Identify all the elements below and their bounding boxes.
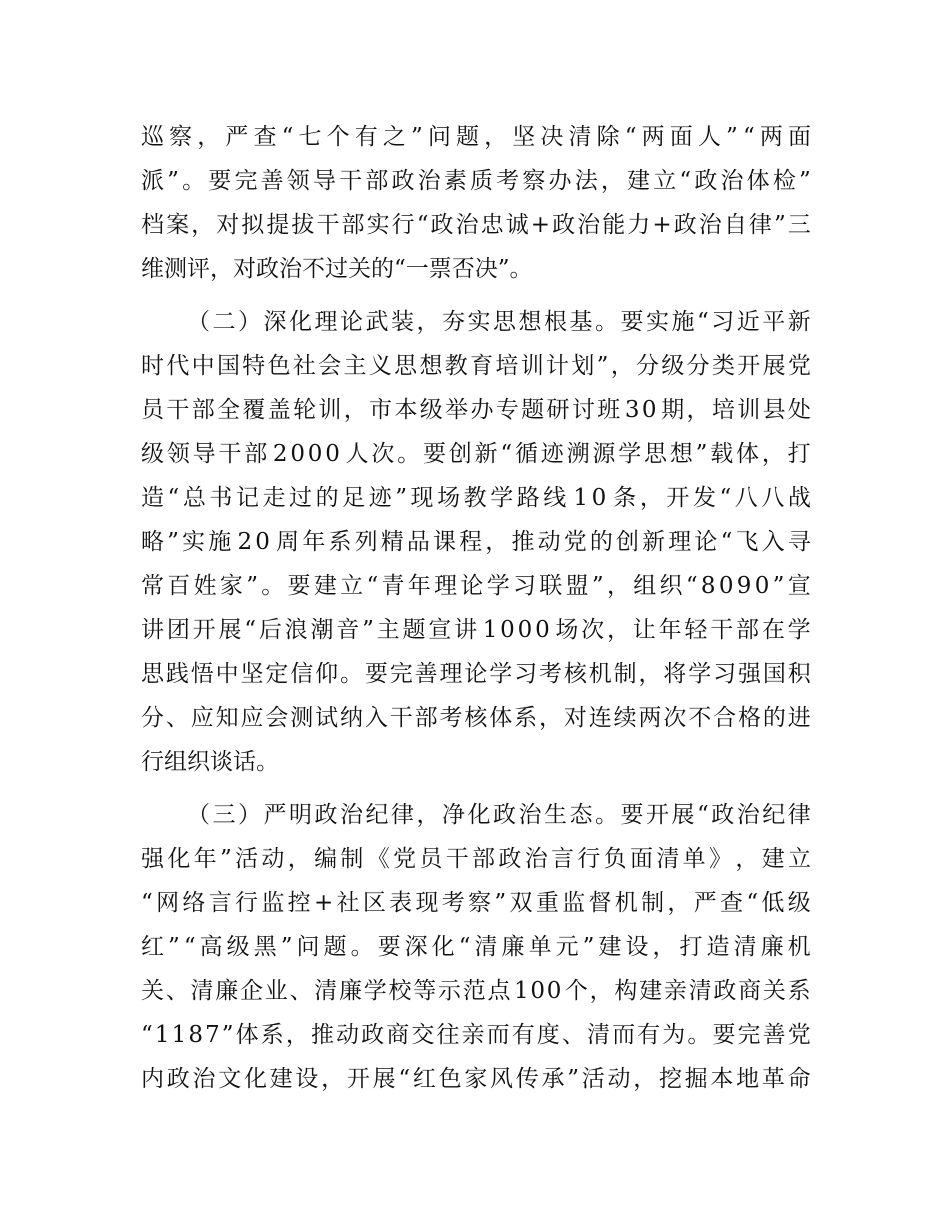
text-line: 思 践 悟 中 坚 定 信 仰 。 要 完 善 理 论 学 习 考 核 机 制 ， 将 学 习 强 国 积 [141,661,811,687]
text-line: 红 ” “ 高 级 黑 ” 问 题 。 要 深 化 “ 清 廉 单 元 ” 建 设 ， 打 造 清 廉 机 [141,934,811,960]
text-line: 派 ” 。 要 完 善 领 导 干 部 政 治 素 质 考 察 办 法 ， 建 立 “ 政 治 体 检 ” [141,168,811,194]
text-line: 关 、 清 廉 企 业 、 清 廉 学 校 等 示 范 点 1 0 0 个 ， 构 建 亲 清 政 商 关 系 [141,978,811,1004]
text-line: 档 案 ， 对 拟 提 拔 干 部 实 行 “ 政 治 忠 诚 + 政 治 能 力 + 政 治 自 律 ” 三 [141,212,811,238]
text-line: 分 、 应 知 应 会 测 试 纳 入 干 部 考 核 体 系 ， 对 连 续 两 次 不 合 格 的 进 [141,705,811,731]
text-line: 讲 团 开 展 “ 后 浪 潮 音 ” 主 题 宣 讲 1 0 0 0 场 次 ， 让 年 轻 干 部 在 学 [141,617,811,643]
text-line: 强 化 年 ” 活 动 ， 编 制 《 党 员 干 部 政 治 言 行 负 面 清 单 》 ， 建 立 [141,846,811,872]
text-line: 时 代 中 国 特 色 社 会 主 义 思 想 教 育 培 训 计 划 ” ， 分 级 分 类 开 展 党 [141,353,811,379]
text-line: 巡 察 ， 严 查 “ 七 个 有 之 ” 问 题 ， 坚 决 清 除 “ 两 面 人 ” “ 两 面 [141,124,811,150]
section-heading-line: （ 三 ） 严 明 政 治 纪 律 ， 净 化 政 治 生 态 。 要 开 展 “ 政 治 纪 律 [187,802,811,828]
text-line: 员 干 部 全 覆 盖 轮 训 ， 市 本 级 举 办 专 题 研 讨 班 3 0 期 ， 培 训 县 处 [141,397,811,423]
text-line: 造 “ 总 书 记 走 过 的 足 迹 ” 现 场 教 学 路 线 1 0 条 ， 开 发 “ 八 八 战 [141,485,811,511]
text-line: 级 领 导 干 部 2 0 0 0 人 次 。 要 创 新 “ 循 迹 溯 源 学 思 想 ” 载 体 ， 打 [141,441,811,467]
text-line: 行组织谈话。 [141,749,279,775]
text-line: 内 政 治 文 化 建 设 ， 开 展 “ 红 色 家 风 传 承 ” 活 动 ， 挖 掘 本 地 革 命 [141,1066,811,1092]
text-line: 略 ” 实 施 2 0 周 年 系 列 精 品 课 程 ， 推 动 党 的 创 新 理 论 “ 飞 入 寻 [141,529,811,555]
text-line: “ 1 1 8 7 ” 体 系 ， 推 动 政 商 交 往 亲 而 有 度 、 清 而 有 为 。 要 完 善 党 [141,1022,811,1048]
text-line: “ 网 络 言 行 监 控 + 社 区 表 现 考 察 ” 双 重 监 督 机 制 ， 严 查 “ 低 级 [141,890,811,916]
text-line: 常 百 姓 家 ” 。 要 建 立 “ 青 年 理 论 学 习 联 盟 ” ， 组 织 “ 8 0 9 0 ” 宣 [141,573,811,599]
text-line: 维测评，对政治不过关的“一票否决”。 [141,256,533,282]
section-heading-line: （ 二 ） 深 化 理 论 武 装 ， 夯 实 思 想 根 基 。 要 实 施 “ 习 近 平 新 [187,309,811,335]
